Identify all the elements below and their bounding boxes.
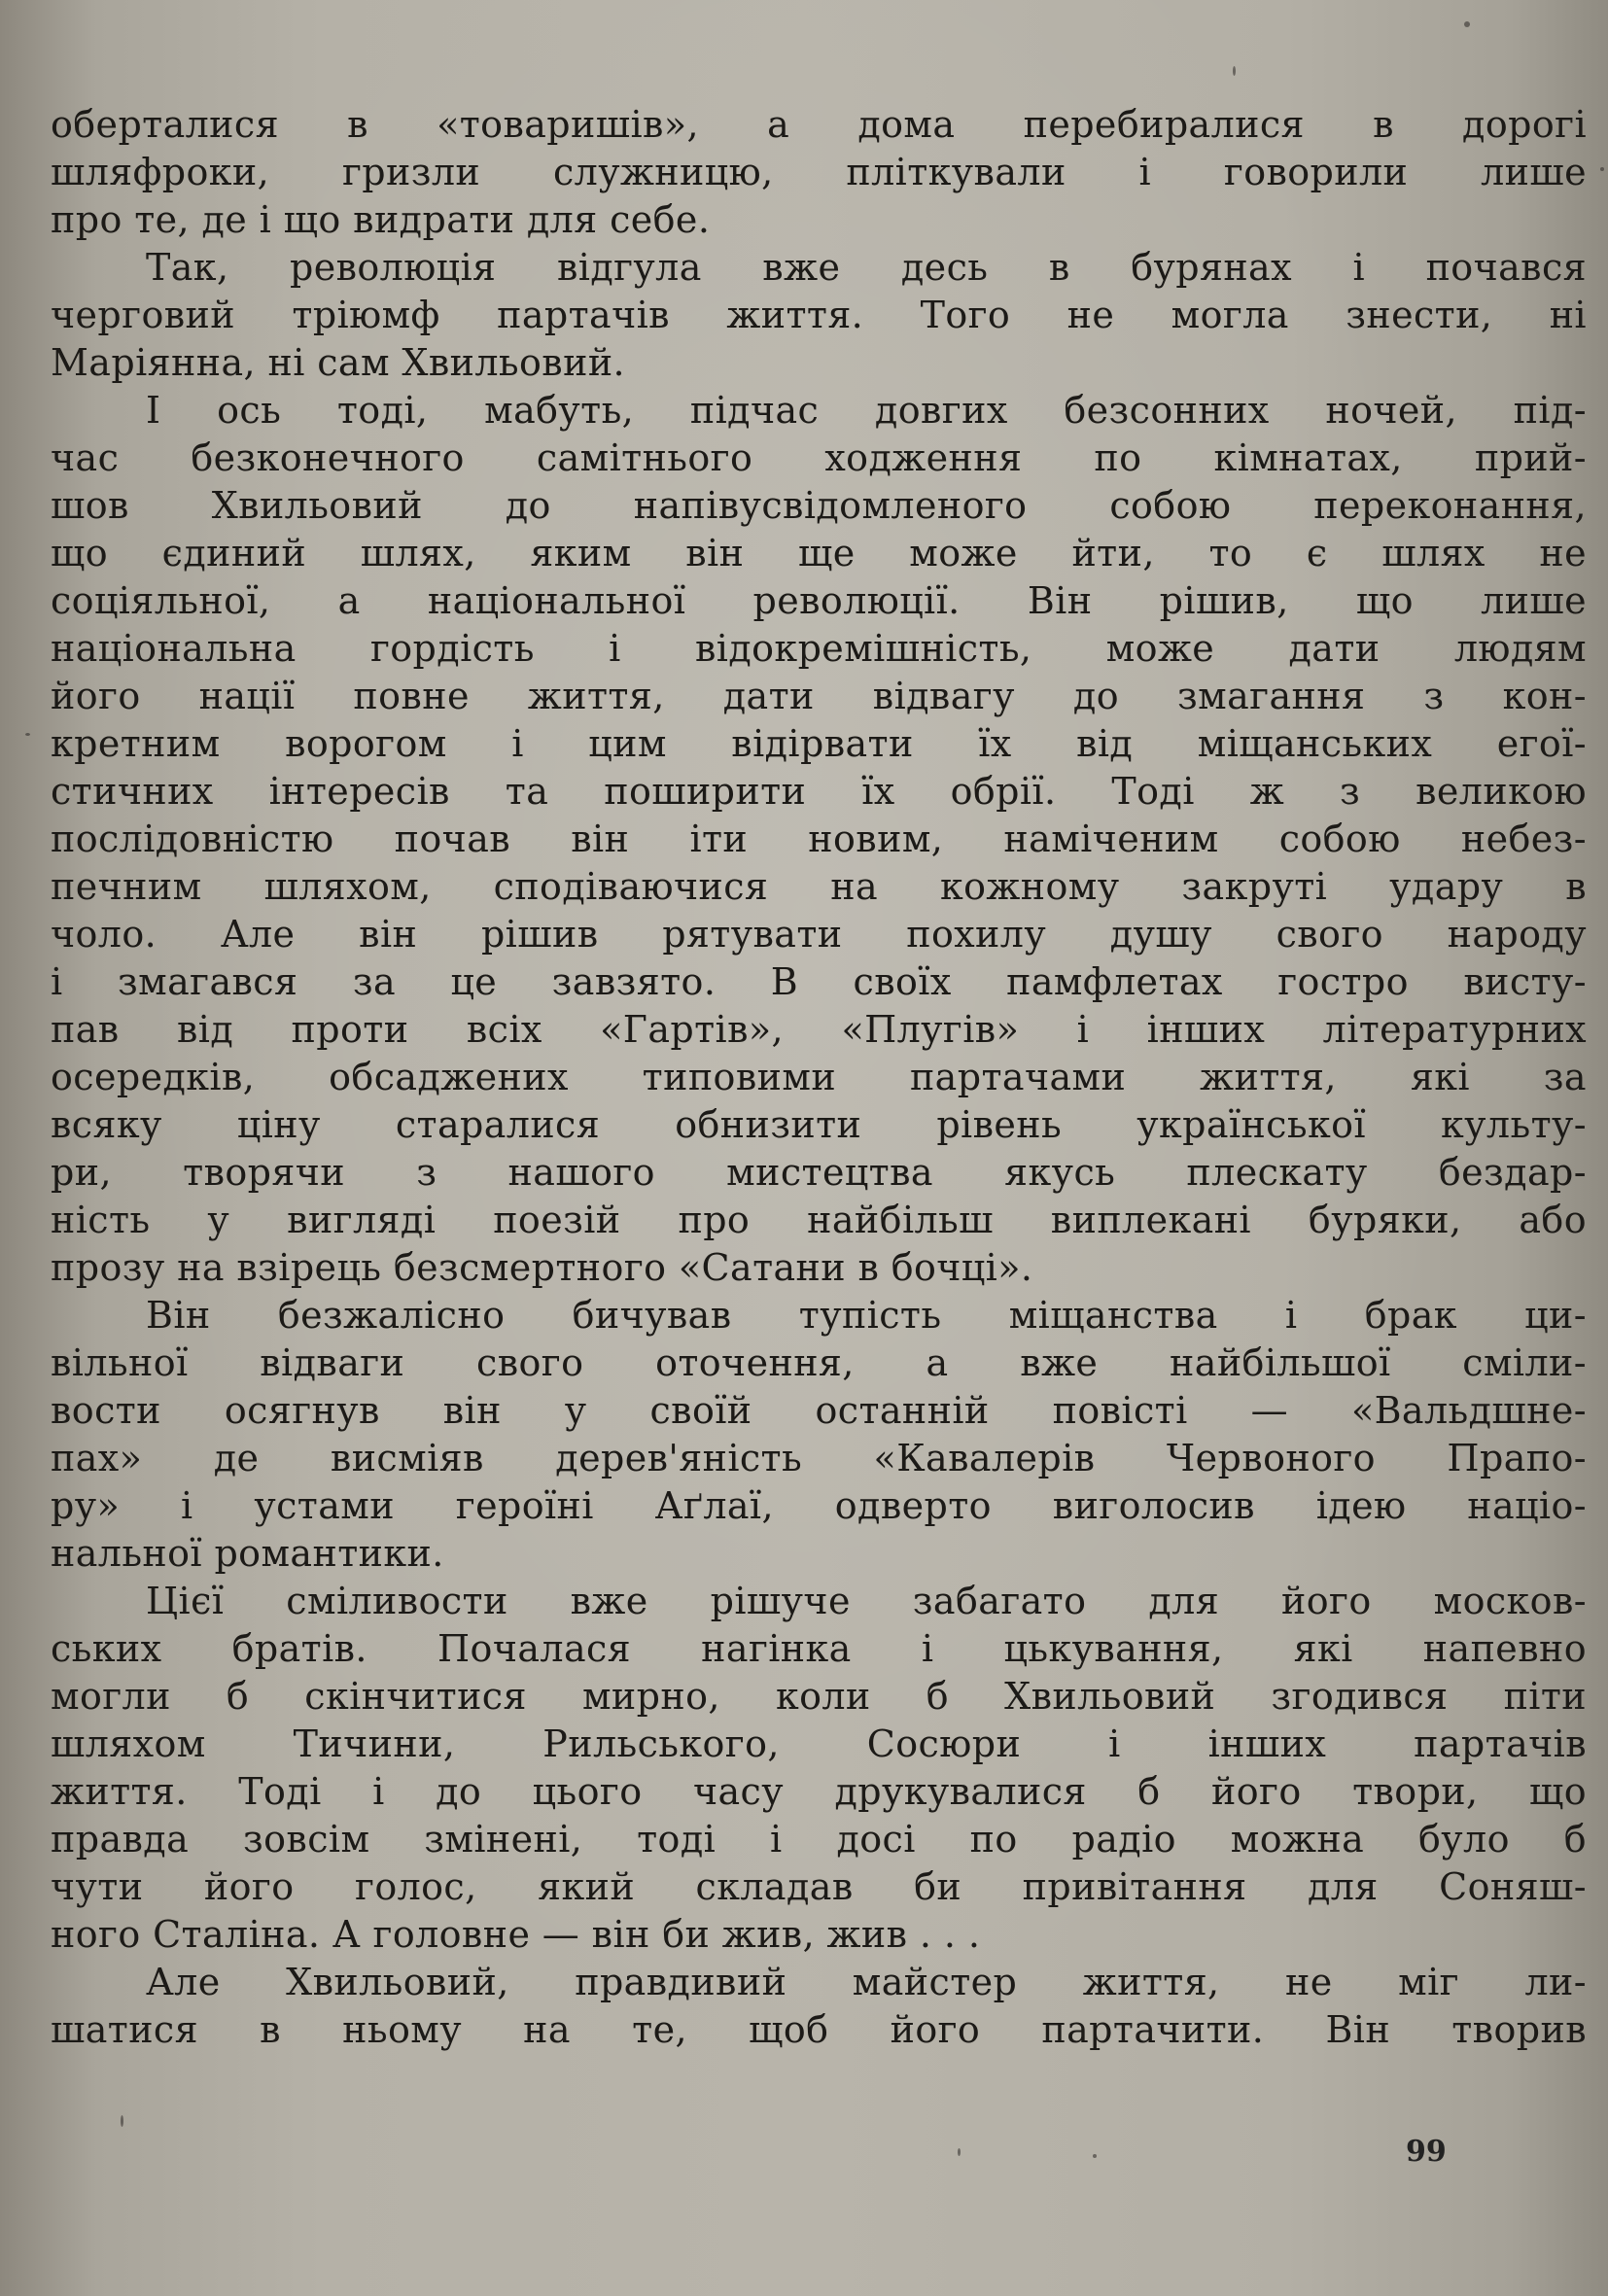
text-line: ного Сталіна. А головне — він би жив, жив . . .	[51, 1913, 981, 1956]
text-line: життя. Тоді і до цього часу друкувалися б його твори, що	[51, 1770, 1587, 1813]
text-line: могли б скінчитися мирно, коли б Хвильовий згодився піти	[51, 1675, 1587, 1718]
text-line: прозу на взірець безсмертного «Сатани в бочці».	[51, 1246, 1033, 1289]
text-line: ність у вигляді поезій про найбільш виплекані буряки, або	[51, 1199, 1587, 1241]
text-line: ських братів. Почалася нагінка і цькування, які напевно	[51, 1627, 1587, 1670]
body-text	[51, 101, 1587, 2054]
text-line: його нації повне життя, дати відвагу до змагання з кон-	[51, 675, 1587, 717]
text-line: кретним ворогом і цим відірвати їх від міщанських егої-	[51, 722, 1587, 765]
text-line: печним шляхом, сподіваючися на кожному закруті удару в	[51, 865, 1587, 908]
text-line: Цієї сміливости вже рішуче забагато для його москов-	[146, 1580, 1587, 1622]
text-line: шатися в ньому на те, щоб його партачити. Він творив	[51, 2008, 1587, 2051]
text-line: шляхом Тичини, Рильського, Сосюри і інших партачів	[51, 1722, 1587, 1765]
text-line: правда зовсім змінені, тоді і досі по радіо можна було б	[51, 1818, 1587, 1861]
text-line: про те, де і що видрати для себе.	[51, 198, 711, 241]
paper-speck	[121, 2115, 123, 2127]
text-line: І ось тоді, мабуть, підчас довгих безсонних ночей, під-	[146, 389, 1587, 432]
text-line: чути його голос, який складав би привітання для Соняш-	[51, 1865, 1587, 1908]
text-line: шов Хвильовий до напівусвідомленого собою переконання,	[51, 484, 1587, 527]
paper-speck	[1600, 167, 1604, 171]
text-line: Так, революція відгула вже десь в бурянах і почався	[146, 246, 1587, 289]
text-line: осередків, обсаджених типовими партачами життя, які за	[51, 1056, 1587, 1098]
text-line: пах» де висміяв дерев'яність «Кавалерів Червоного Прапо-	[51, 1437, 1587, 1479]
text-line: пав від проти всіх «Гартів», «Плугів» і інших літературних	[51, 1008, 1587, 1051]
paper-speck	[958, 2148, 961, 2156]
text-line: оберталися в «товаришів», а дома перебиралися в дорогі	[51, 103, 1587, 146]
paper-speck	[1093, 2154, 1097, 2158]
text-line: стичних інтересів та поширити їх обрії. Тоді ж з великою	[51, 770, 1587, 813]
text-line: соціяльної, а національної революції. Він рішив, що лише	[51, 579, 1587, 622]
text-line: всяку ціну старалися обнизити рівень української культу-	[51, 1103, 1587, 1146]
text-line: національна гордість і відокремішність, може дати людям	[51, 627, 1587, 670]
text-line: Маріянна, ні сам Хвильовий.	[51, 341, 626, 384]
text-line: черговий тріюмф партачів життя. Того не могла знести, ні	[51, 294, 1587, 336]
text-line: вільної відваги свого оточення, а вже найбільшої сміли-	[51, 1341, 1587, 1384]
text-line: Але Хвильовий, правдивий майстер життя, не міг ли-	[146, 1961, 1587, 2003]
text-line: нальної романтики.	[51, 1532, 444, 1575]
paper-speck	[1464, 21, 1470, 27]
text-line: Він безжалісно бичував тупість міщанства і брак ци-	[146, 1294, 1587, 1337]
text-line: і змагався за це завзято. В своїх памфлетах гостро висту-	[51, 960, 1587, 1003]
text-line: послідовністю почав він іти новим, наміченим собою небез-	[51, 818, 1587, 860]
page-number: 99	[1406, 2135, 1447, 2169]
text-line: що єдиний шлях, яким він ще може йти, то є шлях не	[51, 532, 1587, 574]
paper-speck	[25, 733, 30, 736]
paper-speck	[1233, 66, 1236, 76]
text-line: вости осягнув він у своїй останній повісті — «Вальдшне-	[51, 1389, 1587, 1432]
text-line: шляфроки, гризли служницю, пліткували і говорили лише	[51, 151, 1587, 193]
text-line: ри, творячи з нашого мистецтва якусь плескату бездар-	[51, 1151, 1587, 1194]
text-line: ру» і устами героїні Аґлаї, одверто виголосив ідею націо-	[51, 1484, 1587, 1527]
text-line: час безконечного самітнього ходження по кімнатах, прий-	[51, 436, 1587, 479]
text-line: чоло. Але він рішив рятувати похилу душу свого народу	[51, 913, 1587, 956]
